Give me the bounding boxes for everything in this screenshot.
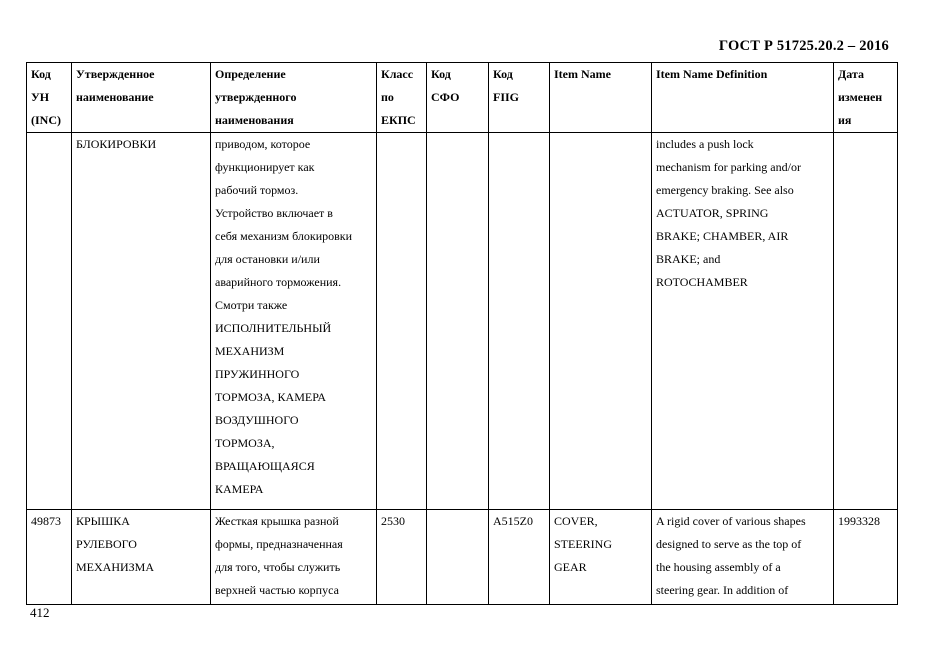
cell-item-name-definition	[652, 133, 834, 510]
cell-change-date	[834, 133, 898, 510]
text-line: BRAKE; CHAMBER, AIR	[656, 229, 789, 243]
text-line: ROTOCHAMBER	[656, 275, 748, 289]
col-header-fiig-code	[489, 63, 550, 133]
text-line: аварийного торможения.	[215, 275, 342, 289]
cell-definition	[211, 509, 377, 604]
text-line: COVER,	[554, 513, 598, 528]
page-number: 412	[30, 605, 50, 620]
text-line: функционирует как	[215, 160, 315, 174]
text-line: steering gear. In addition of	[656, 582, 789, 597]
cell-inc	[27, 509, 72, 604]
text-line: ВОЗДУШНОГО	[215, 413, 299, 427]
text-line: Дата	[838, 67, 864, 81]
cell-item-name	[550, 509, 652, 604]
cell-class	[377, 509, 427, 604]
text-line: наименование	[76, 90, 154, 104]
text-line: Смотри также	[215, 298, 288, 312]
text-line: STEERING	[554, 536, 612, 551]
text-line: 49873	[31, 513, 61, 528]
text-line: ПРУЖИННОГО	[215, 367, 300, 381]
col-header-sfo-code	[427, 63, 489, 133]
text-line: (INC)	[31, 113, 61, 127]
cell-inc	[27, 133, 72, 510]
text-line: the housing assembly of a	[656, 559, 781, 574]
nomenclature-table	[26, 62, 898, 605]
text-line: МЕХАНИЗМ	[215, 344, 285, 358]
text-line: формы, предназначенная	[215, 536, 343, 551]
text-line: ия	[838, 113, 852, 127]
header-row	[27, 63, 898, 133]
cell-fiig-code	[489, 509, 550, 604]
cell-sfo-code	[427, 509, 489, 604]
cell-class	[377, 133, 427, 510]
cell-sfo-code	[427, 133, 489, 510]
col-header-inc	[27, 63, 72, 133]
text-line: Item Name Definition	[656, 67, 768, 81]
cell-approved-name	[72, 133, 211, 510]
col-header-definition	[211, 63, 377, 133]
col-header-class	[377, 63, 427, 133]
text-line: BRAKE; and	[656, 252, 721, 266]
text-line: Код	[31, 67, 51, 81]
cell-approved-name	[72, 509, 211, 604]
text-line: ТОРМОЗА,	[215, 436, 275, 450]
text-line: includes a push lock	[656, 137, 754, 151]
text-line: приводом, которое	[215, 137, 311, 151]
text-line: Код	[493, 67, 513, 81]
text-line: МЕХАНИЗМА	[76, 559, 155, 574]
text-line: ACTUATOR, SPRING	[656, 206, 769, 220]
cell-item-name-definition	[652, 509, 834, 604]
text-line: Определение	[215, 67, 286, 81]
cell-definition	[211, 133, 377, 510]
text-line: себя механизм блокировки	[215, 229, 353, 243]
text-line: КАМЕРА	[215, 482, 264, 496]
text-line: для того, чтобы служить	[215, 559, 341, 574]
text-line: ИСПОЛНИТЕЛЬНЫЙ	[215, 321, 332, 335]
col-header-item-name	[550, 63, 652, 133]
cell-change-date	[834, 509, 898, 604]
text-line: РУЛЕВОГО	[76, 536, 137, 551]
col-header-item-name-definition	[652, 63, 834, 133]
text-line: designed to serve as the top of	[656, 536, 802, 551]
col-header-change-date	[834, 63, 898, 133]
table-row	[27, 133, 898, 510]
text-line: 2530	[381, 513, 405, 528]
text-line: mechanism for parking and/or	[656, 160, 801, 174]
text-line: по	[381, 90, 394, 104]
col-header-approved-name	[72, 63, 211, 133]
text-line: КРЫШКА	[76, 513, 130, 528]
text-line: для остановки и/или	[215, 252, 320, 266]
text-line: Item Name	[554, 67, 611, 81]
text-line: БЛОКИРОВКИ	[76, 137, 157, 151]
text-line: FIIG	[493, 90, 520, 104]
text-line: Устройство включает в	[215, 206, 333, 220]
text-line: рабочий тормоз.	[215, 183, 299, 197]
cell-item-name	[550, 133, 652, 510]
cell-fiig-code	[489, 133, 550, 510]
table-row	[27, 509, 898, 604]
text-line: A rigid cover of various shapes	[656, 513, 806, 528]
text-line: ВРАЩАЮЩАЯСЯ	[215, 459, 315, 473]
text-line: ЕКПС	[381, 113, 416, 127]
text-line: Жесткая крышка разной	[215, 513, 339, 528]
text-line: Класс	[381, 67, 414, 81]
text-line: изменен	[838, 90, 883, 104]
text-line: 1993328	[838, 513, 880, 528]
text-line: Код	[431, 67, 451, 81]
document-code: ГОСТ Р 51725.20.2 – 2016	[718, 38, 889, 54]
text-line: Утвержденное	[76, 67, 155, 81]
text-line: ТОРМОЗА, КАМЕРА	[215, 390, 326, 404]
text-line: A515Z0	[493, 513, 533, 528]
text-line: СФО	[431, 90, 460, 104]
text-line: верхней частью корпуса	[215, 582, 339, 597]
text-line: УН	[31, 90, 50, 104]
text-line: утвержденного	[215, 90, 297, 104]
text-line: GEAR	[554, 559, 587, 574]
text-line: emergency braking. See also	[656, 183, 794, 197]
text-line: наименования	[215, 113, 294, 127]
